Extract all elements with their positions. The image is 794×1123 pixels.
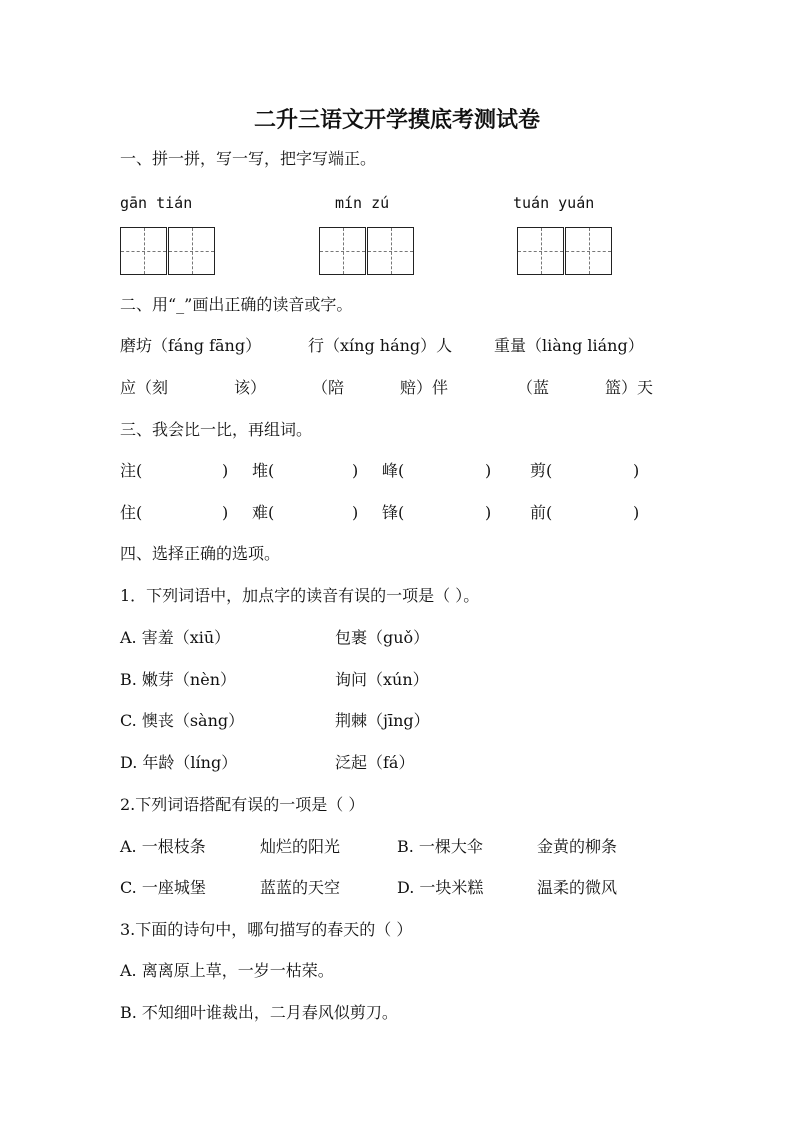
char-item: 注( bbox=[120, 461, 143, 480]
writing-grid-3[interactable] bbox=[517, 227, 613, 275]
tian-cell[interactable] bbox=[120, 227, 167, 275]
section-3-heading: 三、我会比一比，再组词。 bbox=[120, 420, 313, 439]
char-item: 难( bbox=[252, 503, 275, 522]
char-item: 峰( bbox=[382, 461, 405, 480]
char-item: 剪( bbox=[530, 461, 553, 480]
paren-close: ) bbox=[633, 503, 640, 522]
q2-option-c: C. 一座城堡 bbox=[120, 878, 206, 897]
pinyin-1: gān tián bbox=[120, 194, 193, 212]
choice-item: 该） bbox=[234, 378, 267, 397]
tian-cell[interactable] bbox=[517, 227, 564, 275]
q2-option-a: A. 一根枝条 bbox=[120, 837, 206, 856]
choice-item: 行（xíng háng）人 bbox=[308, 336, 453, 355]
paren-close: ) bbox=[485, 461, 492, 480]
tian-cell[interactable] bbox=[168, 227, 215, 275]
q3-option-b: B. 不知细叶谁裁出，二月春风似剪刀。 bbox=[120, 1003, 398, 1022]
paren-close: ) bbox=[222, 503, 229, 522]
char-item: 前( bbox=[530, 503, 553, 522]
q1-option-a: A. 害羞（xiū） bbox=[120, 628, 231, 647]
paren-close: ) bbox=[222, 461, 229, 480]
q2-option-c-2: 蓝蓝的天空 bbox=[260, 878, 341, 897]
section-2-heading: 二、用“_”画出正确的读音或字。 bbox=[120, 295, 353, 314]
char-item: 锋( bbox=[382, 503, 405, 522]
question-1-stem: 1．下列词语中，加点字的读音有误的一项是（ ）。 bbox=[120, 586, 480, 605]
q2-option-d-2: 温柔的微风 bbox=[537, 878, 618, 897]
char-item: 住( bbox=[120, 503, 143, 522]
q1-option-d: D. 年龄（líng） bbox=[120, 753, 238, 772]
section-1-heading: 一、拼一拼，写一写，把字写端正。 bbox=[120, 149, 377, 168]
q2-option-b-2: 金黄的柳条 bbox=[537, 837, 618, 856]
choice-item: 篮）天 bbox=[605, 378, 654, 397]
page-title: 二升三语文开学摸底考测试卷 bbox=[253, 107, 540, 133]
q3-option-a: A. 离离原上草，一岁一枯荣。 bbox=[120, 961, 334, 980]
section-4-heading: 四、选择正确的选项。 bbox=[120, 544, 281, 563]
paren-close: ) bbox=[485, 503, 492, 522]
tian-cell[interactable] bbox=[367, 227, 414, 275]
q2-option-b: B. 一棵大伞 bbox=[397, 837, 483, 856]
q1-option-c: C. 懊丧（sàng） bbox=[120, 711, 245, 730]
paren-close: ) bbox=[633, 461, 640, 480]
choice-item: （蓝 bbox=[517, 378, 550, 397]
q1-option-b: B. 嫩芽（nèn） bbox=[120, 670, 237, 689]
pinyin-3: tuán yuán bbox=[513, 194, 595, 212]
tian-cell[interactable] bbox=[319, 227, 366, 275]
char-item: 堆( bbox=[252, 461, 275, 480]
paren-close: ) bbox=[352, 503, 359, 522]
q2-option-a-2: 灿烂的阳光 bbox=[260, 837, 341, 856]
question-3-stem: 3.下面的诗句中，哪句描写的春天的（ ） bbox=[120, 920, 413, 939]
choice-item: 重量（liàng liáng） bbox=[494, 336, 644, 355]
choice-item: 应（刻 bbox=[120, 378, 169, 397]
choice-item: 赔）伴 bbox=[400, 378, 449, 397]
paren-close: ) bbox=[352, 461, 359, 480]
q1-option-b-2: 询问（xún） bbox=[335, 670, 429, 689]
tian-cell[interactable] bbox=[565, 227, 612, 275]
q1-option-c-2: 荆棘（jīng） bbox=[335, 711, 430, 730]
question-2-stem: 2.下列词语搭配有误的一项是（ ） bbox=[120, 795, 365, 814]
choice-item: （陪 bbox=[312, 378, 345, 397]
choice-item: 磨坊（fáng fāng） bbox=[120, 336, 262, 355]
pinyin-2: mín zú bbox=[335, 194, 390, 212]
q1-option-d-2: 泛起（fá） bbox=[335, 753, 415, 772]
writing-grid-2[interactable] bbox=[319, 227, 415, 275]
q2-option-d: D. 一块米糕 bbox=[397, 878, 484, 897]
writing-grid-1[interactable] bbox=[120, 227, 216, 275]
q1-option-a-2: 包裹（guǒ） bbox=[335, 628, 430, 647]
